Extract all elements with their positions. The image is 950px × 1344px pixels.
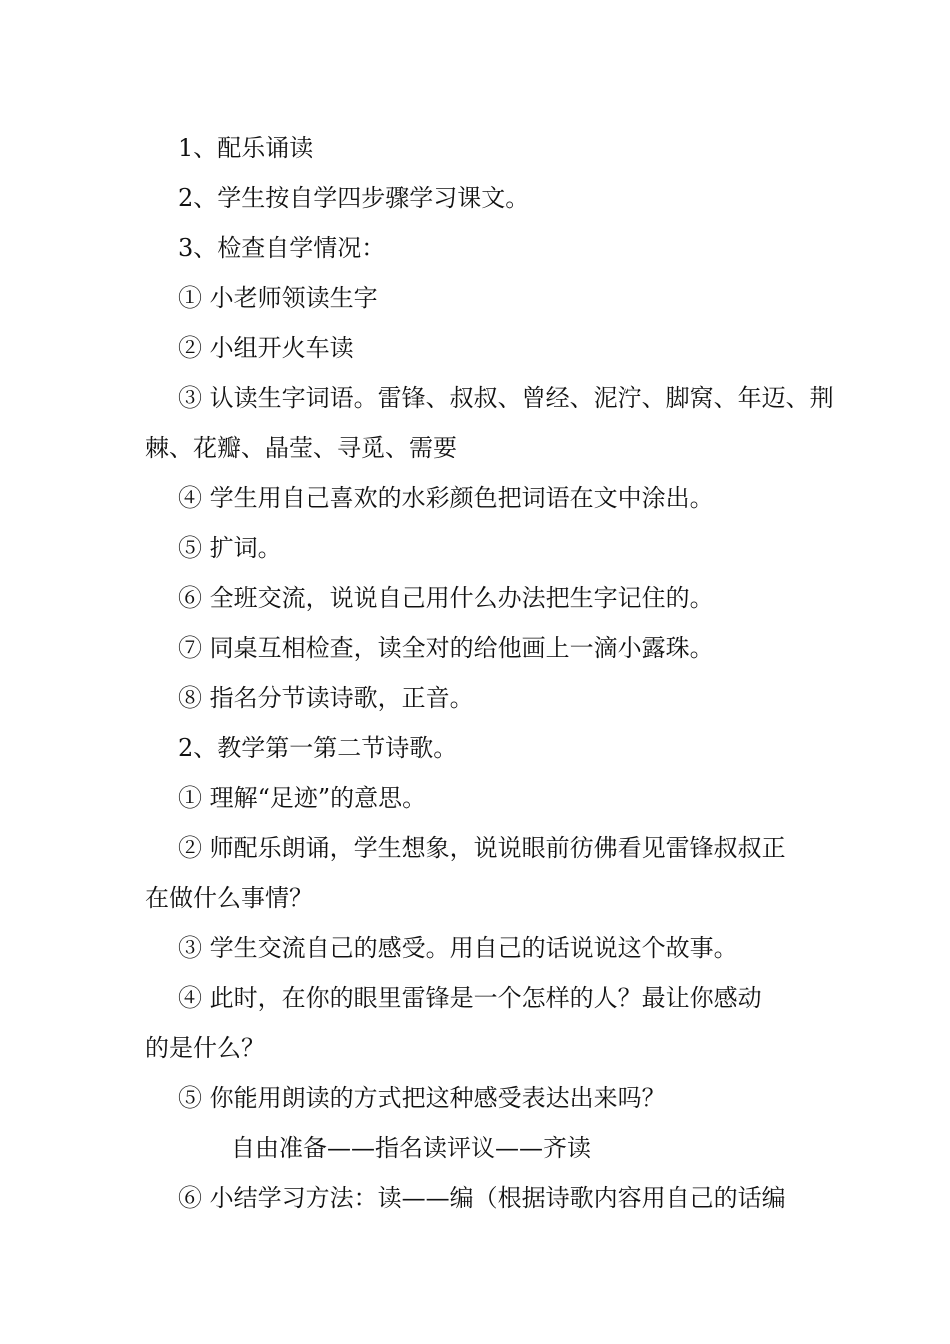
text-line-21: 自由准备——指名读评议——齐读: [231, 1134, 591, 1162]
text-line-15: ② 师配乐朗诵，学生想象，说说眼前彷佛看见雷锋叔叔正: [178, 834, 786, 862]
text-line-10: ⑥ 全班交流，说说自己用什么办法把生字记住的。: [178, 584, 714, 612]
text-line-1: 1、配乐诵读: [178, 134, 314, 162]
text-line-19: 的是什么？: [145, 1034, 265, 1062]
text-line-17: ③ 学生交流自己的感受。用自己的话说说这个故事。: [178, 934, 738, 962]
text-line-6: ③ 认读生字词语。雷锋、叔叔、曾经、泥泞、脚窝、年迈、荆: [178, 384, 834, 412]
text-line-4: ① 小老师领读生字: [178, 284, 378, 312]
text-line-18: ④ 此时，在你的眼里雷锋是一个怎样的人？最让你感动: [178, 984, 762, 1012]
text-line-3: 3、检查自学情况：: [178, 234, 386, 262]
text-line-8: ④ 学生用自己喜欢的水彩颜色把词语在文中涂出。: [178, 484, 714, 512]
text-line-5: ② 小组开火车读: [178, 334, 354, 362]
text-line-12: ⑧ 指名分节读诗歌，正音。: [178, 684, 474, 712]
text-line-11: ⑦ 同桌互相检查，读全对的给他画上一滴小露珠。: [178, 634, 714, 662]
text-line-9: ⑤ 扩词。: [178, 534, 282, 562]
text-line-14: ① 理解“足迹”的意思。: [178, 784, 427, 812]
text-line-22: ⑥ 小结学习方法：读——编（根据诗歌内容用自己的话编: [178, 1184, 786, 1212]
text-line-20: ⑤ 你能用朗读的方式把这种感受表达出来吗？: [178, 1084, 666, 1112]
text-line-2: 2、学生按自学四步骤学习课文。: [178, 184, 530, 212]
text-line-13: 2、教学第一第二节诗歌。: [178, 734, 458, 762]
text-line-7: 棘、花瓣、晶莹、寻觅、需要: [145, 434, 457, 462]
text-line-16: 在做什么事情？: [145, 884, 313, 912]
